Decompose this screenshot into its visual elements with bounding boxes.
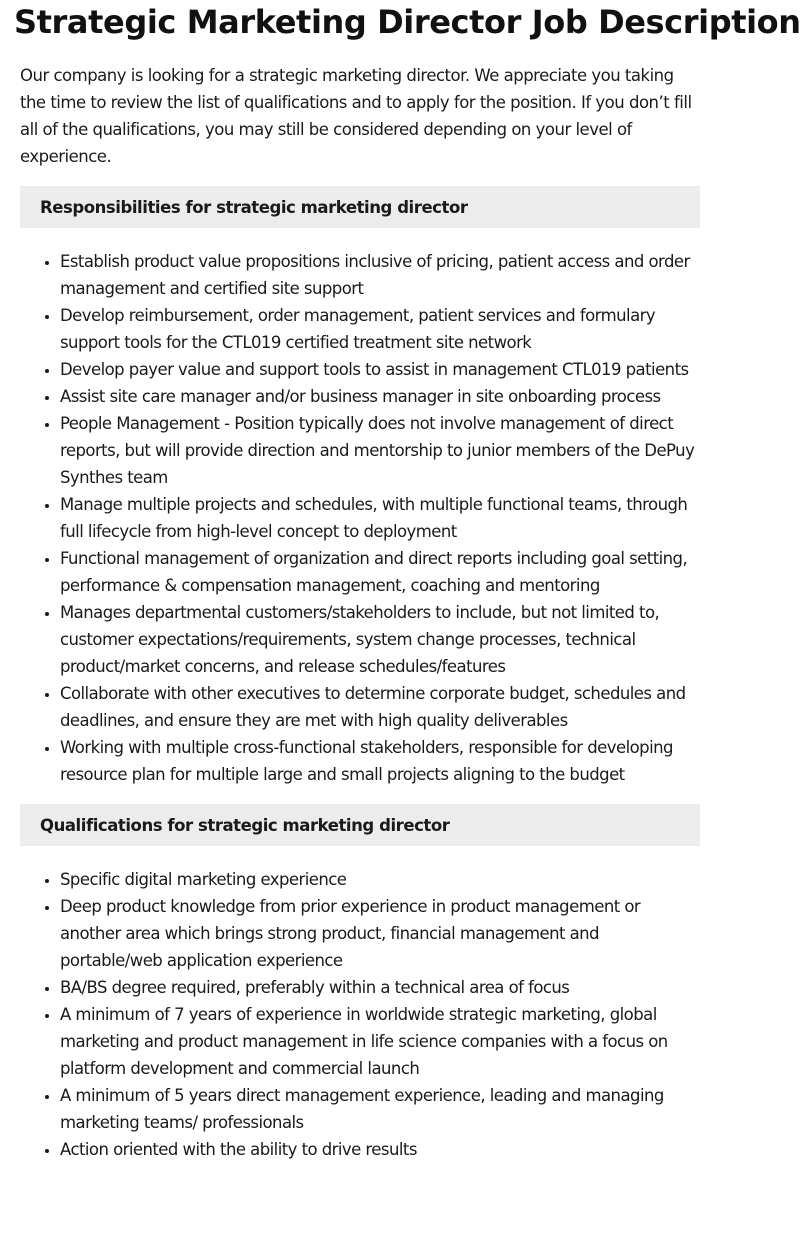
list-item: • Develop reimbursement, order management, patient services and formulary support tools for the CTL019 certified treatment site network [60, 302, 700, 356]
list-item: • Collaborate with other executives to determine corporate budget, schedules and deadlines, and ensure they are met with high quality deliverables [60, 680, 700, 734]
list-item: • Establish product value propositions inclusive of pricing, patient access and order management and certified site support [60, 248, 700, 302]
qualifications-list [20, 866, 700, 1163]
list-item: • A minimum of 7 years of experience in worldwide strategic marketing, global marketing and product management in life science companies with a focus on platform development and commercial launch [60, 1001, 700, 1082]
page-title: Strategic Marketing Director Job Description [14, 3, 801, 41]
list-item: • Develop payer value and support tools to assist in management CTL019 patients [60, 356, 700, 383]
list-item: • BA/BS degree required, preferably within a technical area of focus [60, 974, 700, 1001]
list-item: • People Management - Position typically does not involve management of direct reports, but will provide direction and mentorship to junior members of the DePuy Synthes team [60, 410, 700, 491]
list-item: • Action oriented with the ability to drive results [60, 1136, 700, 1163]
list-item: • Functional management of organization and direct reports including goal setting, performance & compensation management, coaching and mentoring [60, 545, 700, 599]
qualifications-heading: Qualifications for strategic marketing director [20, 804, 700, 846]
intro-paragraph: Our company is looking for a strategic marketing director. We appreciate you taking the time to review the list of qualifications and to apply for the position. If you don’t fill all of the qualifications, you may still be considered depending on your level of experience. [20, 66, 692, 166]
responsibilities-list [20, 248, 700, 788]
responsibilities-heading: Responsibilities for strategic marketing director [20, 186, 700, 228]
list-item: • Manages departmental customers/stakeholders to include, but not limited to, customer expectations/requirements, system change processes, technical product/market concerns, and release schedules/features [60, 599, 700, 680]
list-item: • Specific digital marketing experience [60, 866, 700, 893]
list-item: • Assist site care manager and/or business manager in site onboarding process [60, 383, 700, 410]
list-item: • A minimum of 5 years direct management experience, leading and managing marketing teams/ professionals [60, 1082, 700, 1136]
list-item: • Deep product knowledge from prior experience in product management or another area which brings strong product, financial management and portable/web application experience [60, 893, 700, 974]
list-item: • Working with multiple cross-functional stakeholders, responsible for developing resource plan for multiple large and small projects aligning to the budget [60, 734, 700, 788]
list-item: • Manage multiple projects and schedules, with multiple functional teams, through full lifecycle from high-level concept to deployment [60, 491, 700, 545]
